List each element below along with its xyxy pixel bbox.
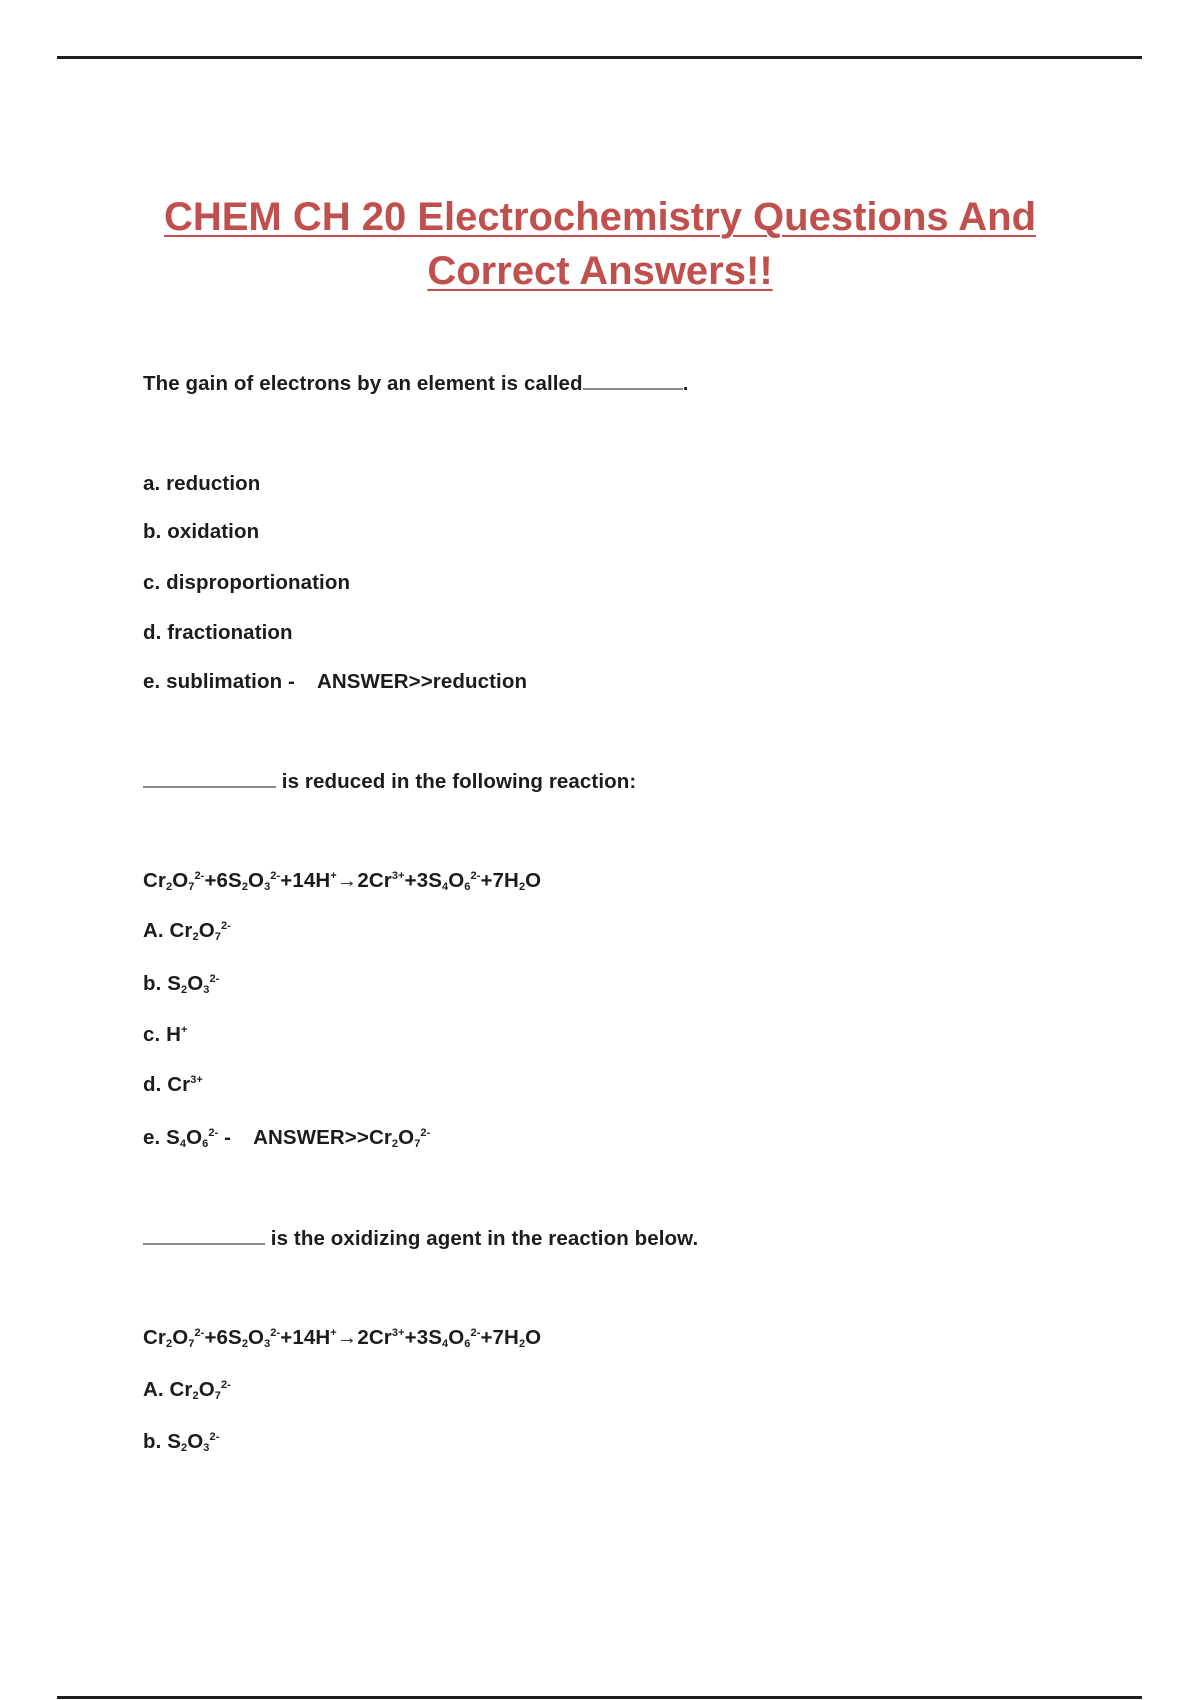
question-1-option-c: c. disproportionation — [143, 571, 351, 594]
title-line-2: Correct Answers!! — [427, 249, 773, 293]
question-2-option-e: e. $S_4O_6^{2-}$ - $ANSWER>>Cr_2O_7^{2-}$ — [143, 1126, 431, 1150]
question-1-option-a: a. reduction — [143, 472, 261, 495]
question-2-option-d: d. $Cr^{3+}$ — [143, 1073, 203, 1096]
question-1-option-e — [143, 670, 527, 694]
answer-blank — [143, 784, 276, 788]
question-1-prompt — [143, 372, 688, 396]
question-2-option-a: A. $Cr_2O_7^{2-}$ — [143, 919, 231, 943]
question-3-option-a: A. $Cr_2O_7^{2-}$ — [143, 1378, 231, 1402]
question-3-prompt — [143, 1227, 698, 1251]
answer-label: ANSWER>>reduction — [316, 670, 528, 693]
page-title — [0, 190, 1200, 298]
title-line-1: CHEM CH 20 Electrochemistry Questions And — [163, 195, 1037, 239]
question-2-option-b: b. $S_2O_3^{2-}$ — [143, 972, 220, 996]
option-e-label: e. sublimation - — [143, 670, 295, 693]
question-1-text: The gain of electrons by an element is called — [143, 372, 583, 395]
question-3-equation: $Cr_2O_7^{2-}+6S_2O_3^{2-}+14H^+\to 2Cr^{3+}+3S_4O_6^{2-}+7H_2O$ — [143, 1326, 542, 1350]
question-2-equation: $Cr_2O_7^{2-}+6S_2O_3^{2-}+14H^+\to 2Cr^{3+}+3S_4O_6^{2-}+7H_2O$ — [143, 869, 542, 893]
question-2-option-c: c. H+ — [143, 1023, 188, 1046]
header-rule — [57, 56, 1142, 59]
prompt-suffix: . — [682, 372, 689, 395]
question-3-text: is the oxidizing agent in the reaction below. — [270, 1227, 699, 1250]
question-3-option-b: b. $S_2O_3^{2-}$ — [143, 1430, 220, 1454]
footer-rule — [57, 1696, 1142, 1699]
question-1-option-b: b. oxidation — [143, 520, 260, 543]
question-1-option-d: d. fractionation — [143, 621, 293, 644]
answer-label: $ANSWER>>Cr_2O_7^{2-}$ — [253, 1126, 431, 1150]
question-2-text: is reduced in the following reaction: — [281, 770, 637, 793]
question-2-prompt — [143, 770, 636, 794]
answer-blank — [143, 1241, 265, 1245]
answer-blank — [583, 386, 683, 390]
